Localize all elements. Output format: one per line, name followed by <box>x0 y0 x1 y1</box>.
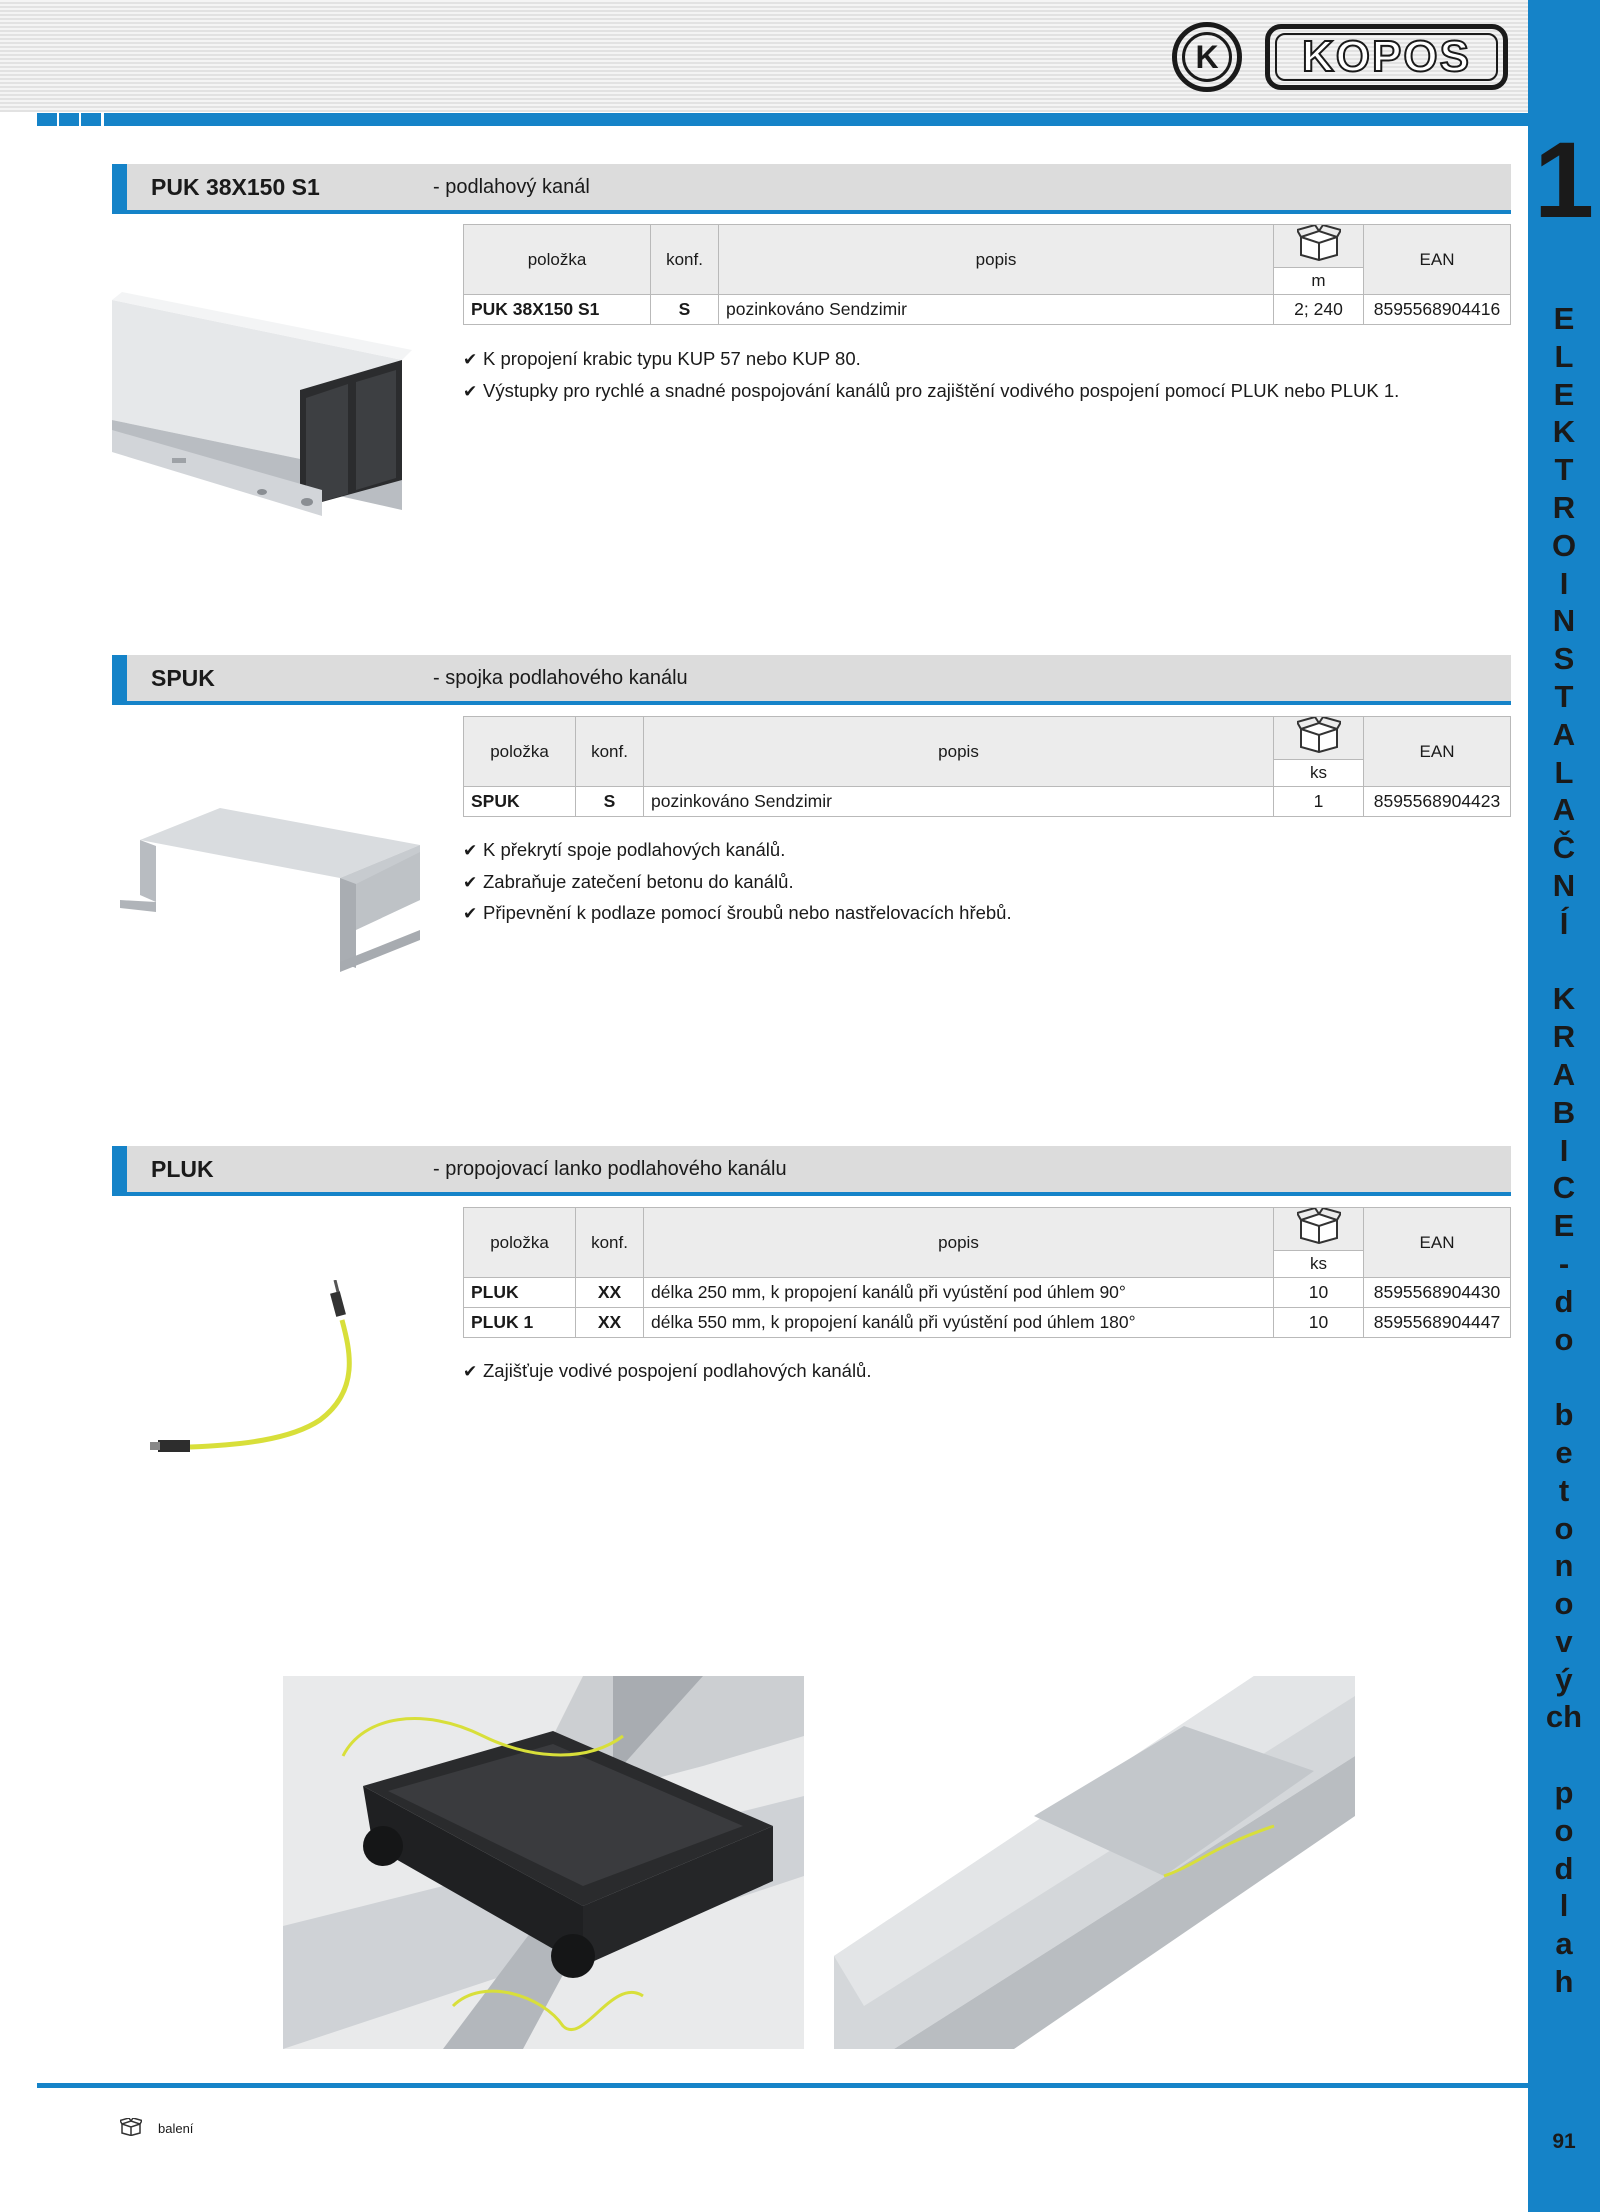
check-icon: ✔ <box>463 350 478 369</box>
check-icon: ✔ <box>463 841 478 860</box>
package-icon <box>1274 717 1364 760</box>
product-image-puk-channel <box>112 280 412 550</box>
row-desc: pozinkováno Sendzimir <box>719 295 1274 325</box>
logo-mark-letter: K <box>1182 32 1232 82</box>
table-row <box>464 787 1511 817</box>
section-title: PUK 38X150 S1 <box>151 174 320 200</box>
installation-photo-coupler <box>834 1676 1355 2049</box>
section-header-puk <box>112 164 1511 214</box>
row-item: PUK 38X150 S1 <box>464 295 651 325</box>
product-image-pluk-cable <box>150 1280 430 1480</box>
row-pack: 2; 240 <box>1274 295 1364 325</box>
package-icon <box>120 2118 142 2141</box>
check-icon: ✔ <box>463 1362 478 1381</box>
table-row <box>464 295 1511 325</box>
header-rule <box>104 113 1528 126</box>
header-square <box>59 113 79 126</box>
product-table-spuk <box>463 716 1511 817</box>
list-item-text: K propojení krabic typu KUP 57 nebo KUP 80. <box>483 348 861 369</box>
package-icon <box>1274 1208 1364 1251</box>
list-item <box>463 834 1012 866</box>
list-item-text: Výstupky pro rychlé a snadné pospojování kanálů pro zajištění vodivého pospojení pomocí PLUK nebo PLUK 1. <box>483 379 1400 401</box>
package-unit: m <box>1274 267 1364 294</box>
chapter-title-vertical: E L E K T R O I N S T A L A Č N Í K R A B I C E - d o b e t o n o v ý ch p o d l a h <box>1545 301 1583 2000</box>
feature-list-puk <box>463 343 1399 406</box>
row-item: PLUK 1 <box>464 1308 576 1338</box>
list-item <box>463 343 1399 375</box>
chapter-number: 1 <box>1533 119 1595 240</box>
product-table-pluk <box>463 1207 1511 1338</box>
header-conf: konf. <box>576 1208 644 1278</box>
package-unit: ks <box>1274 1250 1364 1277</box>
row-item: SPUK <box>464 787 576 817</box>
table-row <box>464 1308 1511 1338</box>
check-icon: ✔ <box>463 872 478 892</box>
list-item <box>463 897 1012 929</box>
row-conf: XX <box>576 1308 644 1338</box>
section-description: - podlahový kanál <box>433 176 590 198</box>
header-square <box>81 113 101 126</box>
header-desc: popis <box>644 717 1274 787</box>
row-desc: délka 250 mm, k propojení kanálů při vyústění pod úhlem 90° <box>644 1278 1274 1308</box>
list-item <box>463 1355 872 1387</box>
feature-list-spuk <box>463 834 1012 929</box>
row-ean: 8595568904416 <box>1364 295 1511 325</box>
kopos-logo-wordmark <box>1265 24 1508 90</box>
row-ean: 8595568904430 <box>1364 1278 1511 1308</box>
row-pack: 10 <box>1274 1308 1364 1338</box>
row-conf: XX <box>576 1278 644 1308</box>
row-conf: S <box>651 295 719 325</box>
header-ean: EAN <box>1364 225 1511 295</box>
list-item <box>463 375 1399 407</box>
header-conf: konf. <box>651 225 719 295</box>
table-row <box>464 1278 1511 1308</box>
logo-wordmark-text: KOPOS <box>1275 33 1498 81</box>
package-icon <box>1274 225 1364 268</box>
check-icon: ✔ <box>463 904 478 923</box>
installation-photo-box <box>283 1676 804 2049</box>
section-title: PLUK <box>151 1156 214 1182</box>
header-item: položka <box>464 1208 576 1278</box>
product-table-puk <box>463 224 1511 325</box>
row-ean: 8595568904423 <box>1364 787 1511 817</box>
section-header-pluk <box>112 1146 1511 1196</box>
feature-list-pluk <box>463 1355 872 1387</box>
row-item: PLUK <box>464 1278 576 1308</box>
footer-legend: balení <box>158 2121 194 2136</box>
package-unit: ks <box>1274 759 1364 786</box>
header-square <box>37 113 57 126</box>
row-pack: 10 <box>1274 1278 1364 1308</box>
row-pack: 1 <box>1274 787 1364 817</box>
row-conf: S <box>576 787 644 817</box>
header-desc: popis <box>644 1208 1274 1278</box>
list-item-text: Zabraňuje zatečení betonu do kanálů. <box>483 870 794 892</box>
section-description: - spojka podlahového kanálu <box>433 667 688 689</box>
list-item <box>463 866 1012 898</box>
header-item: položka <box>464 225 651 295</box>
row-desc: délka 550 mm, k propojení kanálů při vyústění pod úhlem 180° <box>644 1308 1274 1338</box>
header-conf: konf. <box>576 717 644 787</box>
row-desc: pozinkováno Sendzimir <box>644 787 1274 817</box>
product-image-spuk-coupler <box>120 800 420 980</box>
kopos-logo-mark <box>1172 22 1242 92</box>
section-title: SPUK <box>151 665 215 691</box>
page-number: 91 <box>1552 2130 1576 2153</box>
footer-rule <box>37 2083 1528 2088</box>
header-desc: popis <box>719 225 1274 295</box>
row-ean: 8595568904447 <box>1364 1308 1511 1338</box>
list-item-text: Zajišťuje vodivé pospojení podlahových kanálů. <box>483 1360 872 1381</box>
check-icon: ✔ <box>463 381 478 401</box>
list-item-text: K překrytí spoje podlahových kanálů. <box>483 839 786 860</box>
list-item-text: Připevnění k podlaze pomocí šroubů nebo nastřelovacích hřebů. <box>483 902 1012 923</box>
header-ean: EAN <box>1364 1208 1511 1278</box>
header-ean: EAN <box>1364 717 1511 787</box>
section-description: - propojovací lanko podlahového kanálu <box>433 1158 787 1180</box>
header-item: položka <box>464 717 576 787</box>
section-header-spuk <box>112 655 1511 705</box>
